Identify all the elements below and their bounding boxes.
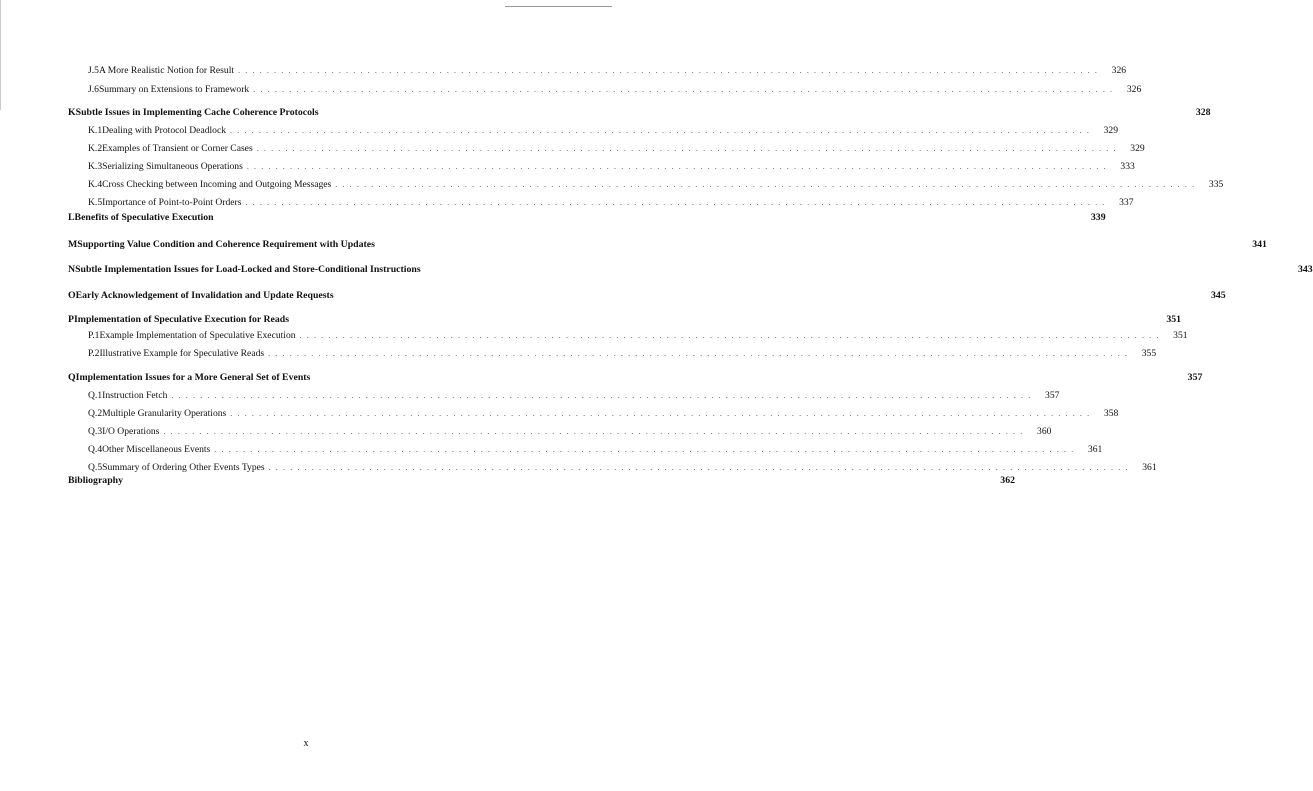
entry-page: 361 <box>1142 462 1157 473</box>
entry-page: 351 <box>1166 314 1182 325</box>
dot-leader: ........................................................................................................................ <box>171 391 1036 400</box>
entry-title: Early Acknowledgement of Invalidation and Update Requests <box>75 290 334 301</box>
dot-leader: ........................................................................................................................ <box>299 331 1164 340</box>
entry-number: P <box>68 314 74 325</box>
entry-page: 328 <box>1195 107 1211 118</box>
toc-entry[interactable] <box>88 407 1119 421</box>
entry-page: 358 <box>1103 408 1119 419</box>
entry-title: Serializing Simultaneous Operations <box>102 161 243 172</box>
toc-entry[interactable] <box>88 329 1188 343</box>
entry-title: Multiple Granularity Operations <box>102 408 227 419</box>
toc-entry[interactable] <box>88 142 1145 156</box>
top-rule <box>505 6 612 7</box>
entry-title: Importance of Point-to-Point Orders <box>102 197 242 208</box>
entry-page: 357 <box>1187 372 1203 383</box>
dot-leader: ........................................................................................................................ <box>246 162 1111 171</box>
entry-title: Subtle Implementation Issues for Load-Locked and Store-Conditional Instructions <box>75 264 421 275</box>
entry-title: Summary on Extensions to Framework <box>98 84 250 95</box>
toc-entry[interactable] <box>68 238 1267 252</box>
entry-page: 361 <box>1087 444 1103 455</box>
toc-entry[interactable] <box>68 474 1015 488</box>
entry-number: Q.4 <box>88 444 103 455</box>
toc-entry[interactable] <box>88 64 1127 78</box>
entry-title: Dealing with Protocol Deadlock <box>102 125 227 136</box>
toc-entry[interactable] <box>68 289 1226 303</box>
toc-entry[interactable] <box>88 160 1135 174</box>
page-edge <box>0 0 1 110</box>
entry-title: A More Realistic Notion for Result <box>98 65 235 76</box>
entry-number: N <box>68 264 76 275</box>
entry-page: 329 <box>1130 143 1145 154</box>
entry-title: Summary of Ordering Other Events Types <box>102 462 265 473</box>
entry-title: Subtle Issues in Implementing Cache Coherence Protocols <box>75 107 319 118</box>
entry-page: 355 <box>1141 348 1157 359</box>
entry-page: 329 <box>1103 125 1119 136</box>
entry-title: Cross Checking between Incoming and Outgoing Messages <box>102 179 332 190</box>
entry-number: Q.3 <box>88 426 103 437</box>
toc-entry[interactable] <box>88 443 1103 457</box>
entry-title: Supporting Value Condition and Coherence Requirement with Updates <box>77 239 375 250</box>
entry-page: 345 <box>1210 290 1226 301</box>
entry-page: 326 <box>1126 84 1142 95</box>
entry-title: Benefits of Speculative Execution <box>74 212 214 223</box>
entry-number: K <box>68 107 76 118</box>
entry-page: 337 <box>1119 197 1134 208</box>
entry-page: 339 <box>1090 212 1106 223</box>
entry-number: P.1 <box>88 330 100 341</box>
entry-page: 333 <box>1120 161 1135 172</box>
entry-title: Instruction Fetch <box>102 390 168 401</box>
dot-leader: ........................................................................................................................ <box>268 349 1133 358</box>
entry-page: 362 <box>1000 475 1015 486</box>
dot-leader: ........................................................................................................................ <box>230 126 1095 135</box>
toc-entry[interactable] <box>68 211 1106 225</box>
entry-page: 351 <box>1173 330 1188 341</box>
toc-entry[interactable] <box>68 263 1313 277</box>
entry-number: M <box>68 239 78 250</box>
entry-number: P.2 <box>88 348 100 359</box>
entry-number: Q <box>68 372 76 383</box>
toc-entry[interactable] <box>68 106 1211 120</box>
entry-title: Example Implementation of Speculative Execution <box>99 330 296 341</box>
entry-page: 335 <box>1208 179 1224 190</box>
entry-title: Implementation Issues for a More General Set of Events <box>75 372 311 383</box>
dot-leader: ........................................................................................................................ <box>335 180 1200 189</box>
toc-entry[interactable] <box>88 124 1119 138</box>
toc-entry[interactable] <box>88 83 1142 97</box>
dot-leader: ........................................................................................................................ <box>238 66 1103 75</box>
entry-title: Other Miscellaneous Events <box>102 444 211 455</box>
toc-entry[interactable] <box>68 313 1182 327</box>
entry-number: K.3 <box>88 161 103 172</box>
toc-entry[interactable] <box>88 196 1134 210</box>
entry-title: I/O Operations <box>102 426 160 437</box>
entry-page: 343 <box>1297 264 1313 275</box>
toc-entry[interactable] <box>68 371 1203 385</box>
entry-title: Illustrative Example for Speculative Reads <box>99 348 265 359</box>
toc-entry[interactable] <box>88 389 1060 403</box>
entry-number: L <box>68 212 75 223</box>
entry-number: K.5 <box>88 197 103 208</box>
entry-page: 360 <box>1037 426 1052 437</box>
entry-number: Q.1 <box>88 390 103 401</box>
entry-page: 326 <box>1111 65 1127 76</box>
dot-leader: ........................................................................................................................ <box>268 463 1133 472</box>
toc-entry[interactable] <box>88 461 1157 475</box>
entry-title: Implementation of Speculative Execution for Reads <box>73 314 290 325</box>
entry-number: Q.5 <box>88 462 103 473</box>
dot-leader: ........................................................................................................................ <box>230 409 1095 418</box>
entry-number: J.5 <box>88 65 99 76</box>
entry-number: K.2 <box>88 143 103 154</box>
entry-number: O <box>68 290 76 301</box>
dot-leader: ........................................................................................................................ <box>214 445 1079 454</box>
dot-leader: ........................................................................................................................ <box>256 144 1121 153</box>
entry-number: J.6 <box>88 84 99 95</box>
dot-leader: ........................................................................................................................ <box>253 85 1118 94</box>
entry-page: 341 <box>1252 239 1267 250</box>
entry-number: K.1 <box>88 125 103 136</box>
toc-entry[interactable] <box>88 425 1052 439</box>
toc-entry[interactable] <box>88 178 1224 192</box>
entry-page: 357 <box>1045 390 1060 401</box>
entry-number: K.4 <box>88 179 103 190</box>
entry-title: Bibliography <box>68 475 123 486</box>
entry-title: Examples of Transient or Corner Cases <box>102 143 253 154</box>
dot-leader: ........................................................................................................................ <box>245 198 1110 207</box>
toc-entry[interactable] <box>88 347 1157 361</box>
dot-leader: ........................................................................................................................ <box>163 427 1028 436</box>
entry-number: Q.2 <box>88 408 103 419</box>
page-number: x <box>303 738 309 749</box>
